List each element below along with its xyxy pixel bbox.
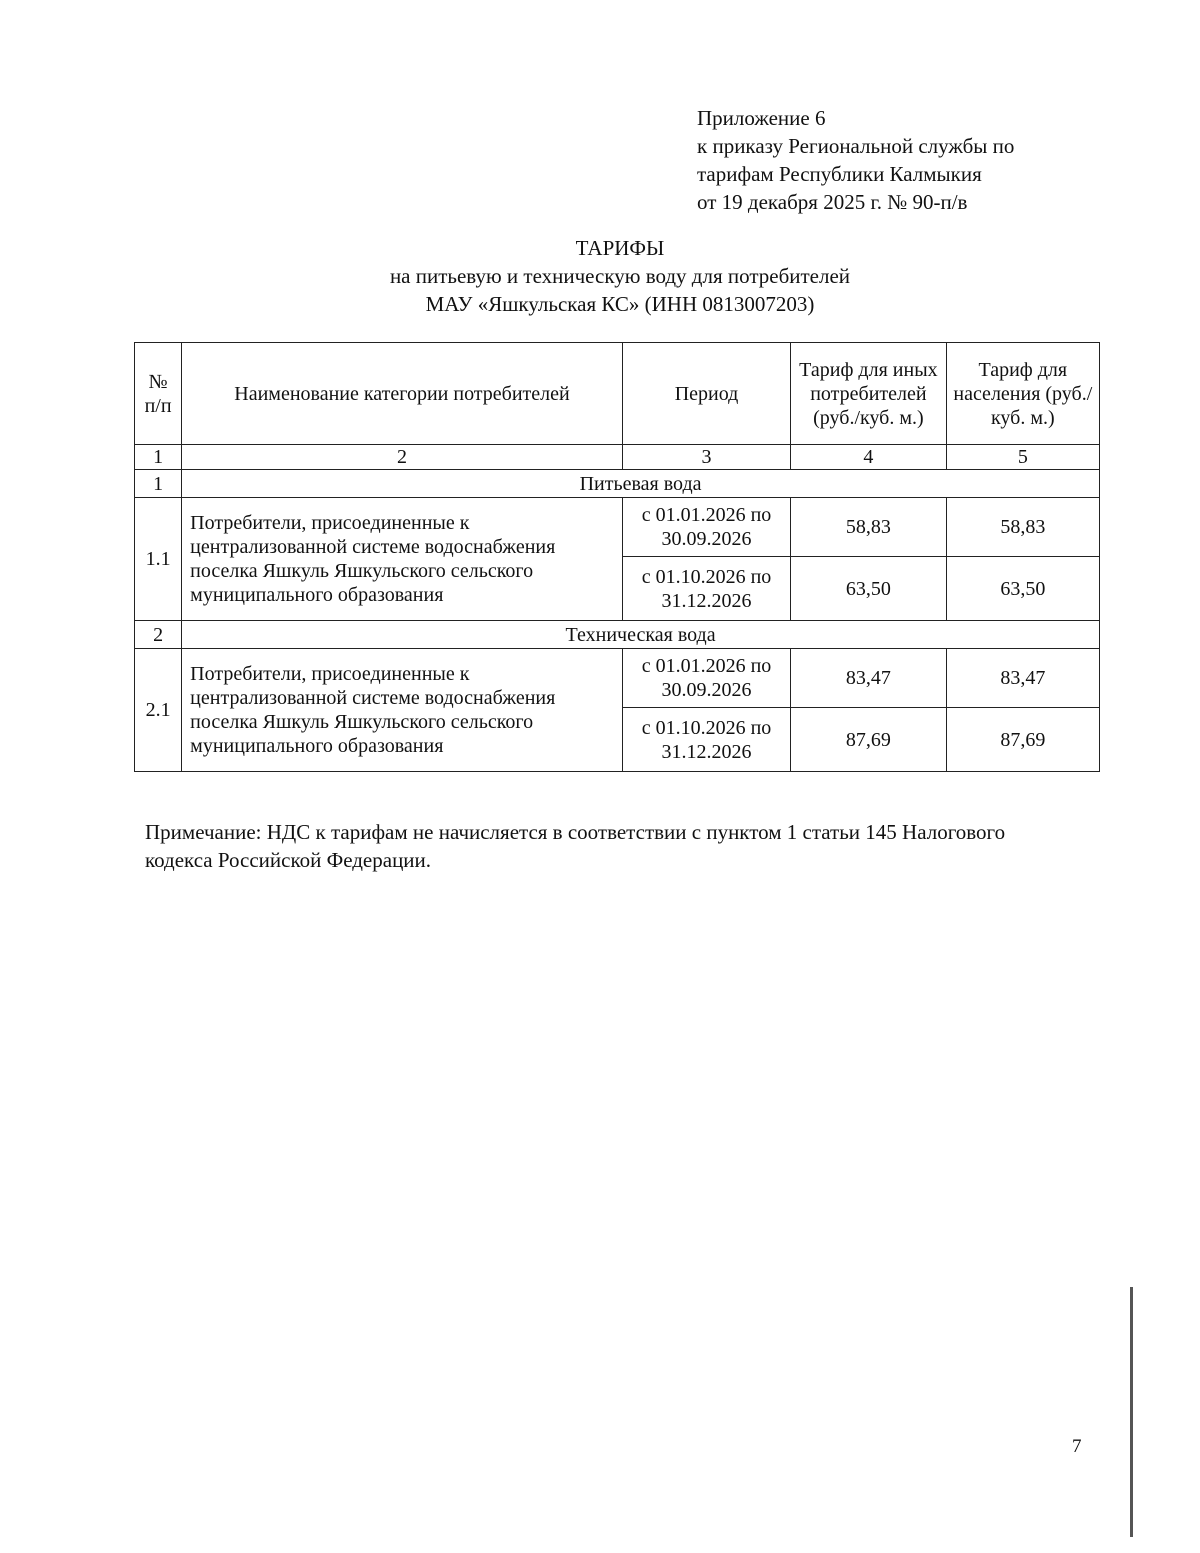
- appendix-line: Приложение 6: [697, 106, 826, 130]
- item-category: Потребители, присоединенные к централизованной системе водоснабжения поселка Яшкуль Яшкульского сельского муниципального образования: [182, 649, 623, 772]
- column-number: 5: [946, 445, 1099, 470]
- page-number: 7: [1072, 1436, 1082, 1457]
- section-row-technical-water: [135, 621, 1100, 649]
- period-cell: с 01.10.2026 по 31.12.2026: [622, 708, 790, 772]
- table-row: [135, 498, 1100, 557]
- document-subtitle-org: МАУ «Яшкульская КС» (ИНН 0813007203): [425, 292, 815, 316]
- tariff-table: [134, 342, 1100, 772]
- table-row: [135, 649, 1100, 708]
- tariff-other-cell: 63,50: [791, 557, 946, 621]
- item-num: 1.1: [135, 498, 182, 621]
- tariff-other-cell: 87,69: [791, 708, 946, 772]
- appendix-line: тарифам Республики Калмыкия: [697, 162, 982, 186]
- column-number: 3: [622, 445, 790, 470]
- item-num: 2.1: [135, 649, 182, 772]
- section-num: 1: [135, 470, 182, 498]
- item-category: Потребители, присоединенные к централизованной системе водоснабжения поселка Яшкуль Яшкульского сельского муниципального образования: [182, 498, 623, 621]
- section-title: Техническая вода: [182, 621, 1100, 649]
- column-number-row: [135, 445, 1100, 470]
- document-title-block: [0, 234, 1200, 318]
- section-row-drinking-water: [135, 470, 1100, 498]
- tariff-population-cell: 87,69: [946, 708, 1099, 772]
- tariff-other-cell: 58,83: [791, 498, 946, 557]
- appendix-reference: [697, 104, 1014, 216]
- tariff-other-cell: 83,47: [791, 649, 946, 708]
- header-tariff-population: Тариф для населения (руб./куб. м.): [946, 343, 1099, 445]
- period-cell: с 01.10.2026 по 31.12.2026: [622, 557, 790, 621]
- header-period: Период: [622, 343, 790, 445]
- appendix-line: от 19 декабря 2025 г. № 90-п/в: [697, 190, 968, 214]
- header-category: Наименование категории потребителей: [182, 343, 623, 445]
- column-number: 1: [135, 445, 182, 470]
- header-num: № п/п: [135, 343, 182, 445]
- tariff-population-cell: 58,83: [946, 498, 1099, 557]
- period-cell: с 01.01.2026 по 30.09.2026: [622, 649, 790, 708]
- table-header-row: [135, 343, 1100, 445]
- section-num: 2: [135, 621, 182, 649]
- document-title: ТАРИФЫ: [575, 236, 665, 260]
- section-title: Питьевая вода: [182, 470, 1100, 498]
- tariff-population-cell: 83,47: [946, 649, 1099, 708]
- header-tariff-other: Тариф для иных потребителей (руб./куб. м.): [791, 343, 946, 445]
- vat-note: Примечание: НДС к тарифам не начисляется в соответствии с пунктом 1 статьи 145 Налогового кодекса Российской Федерации.: [145, 820, 1006, 872]
- column-number: 2: [182, 445, 623, 470]
- scan-edge-mark: [1130, 1287, 1133, 1537]
- document-subtitle: на питьевую и техническую воду для потребителей: [389, 264, 851, 288]
- tariff-population-cell: 63,50: [946, 557, 1099, 621]
- period-cell: с 01.01.2026 по 30.09.2026: [622, 498, 790, 557]
- column-number: 4: [791, 445, 946, 470]
- appendix-line: к приказу Региональной службы по: [697, 134, 1015, 158]
